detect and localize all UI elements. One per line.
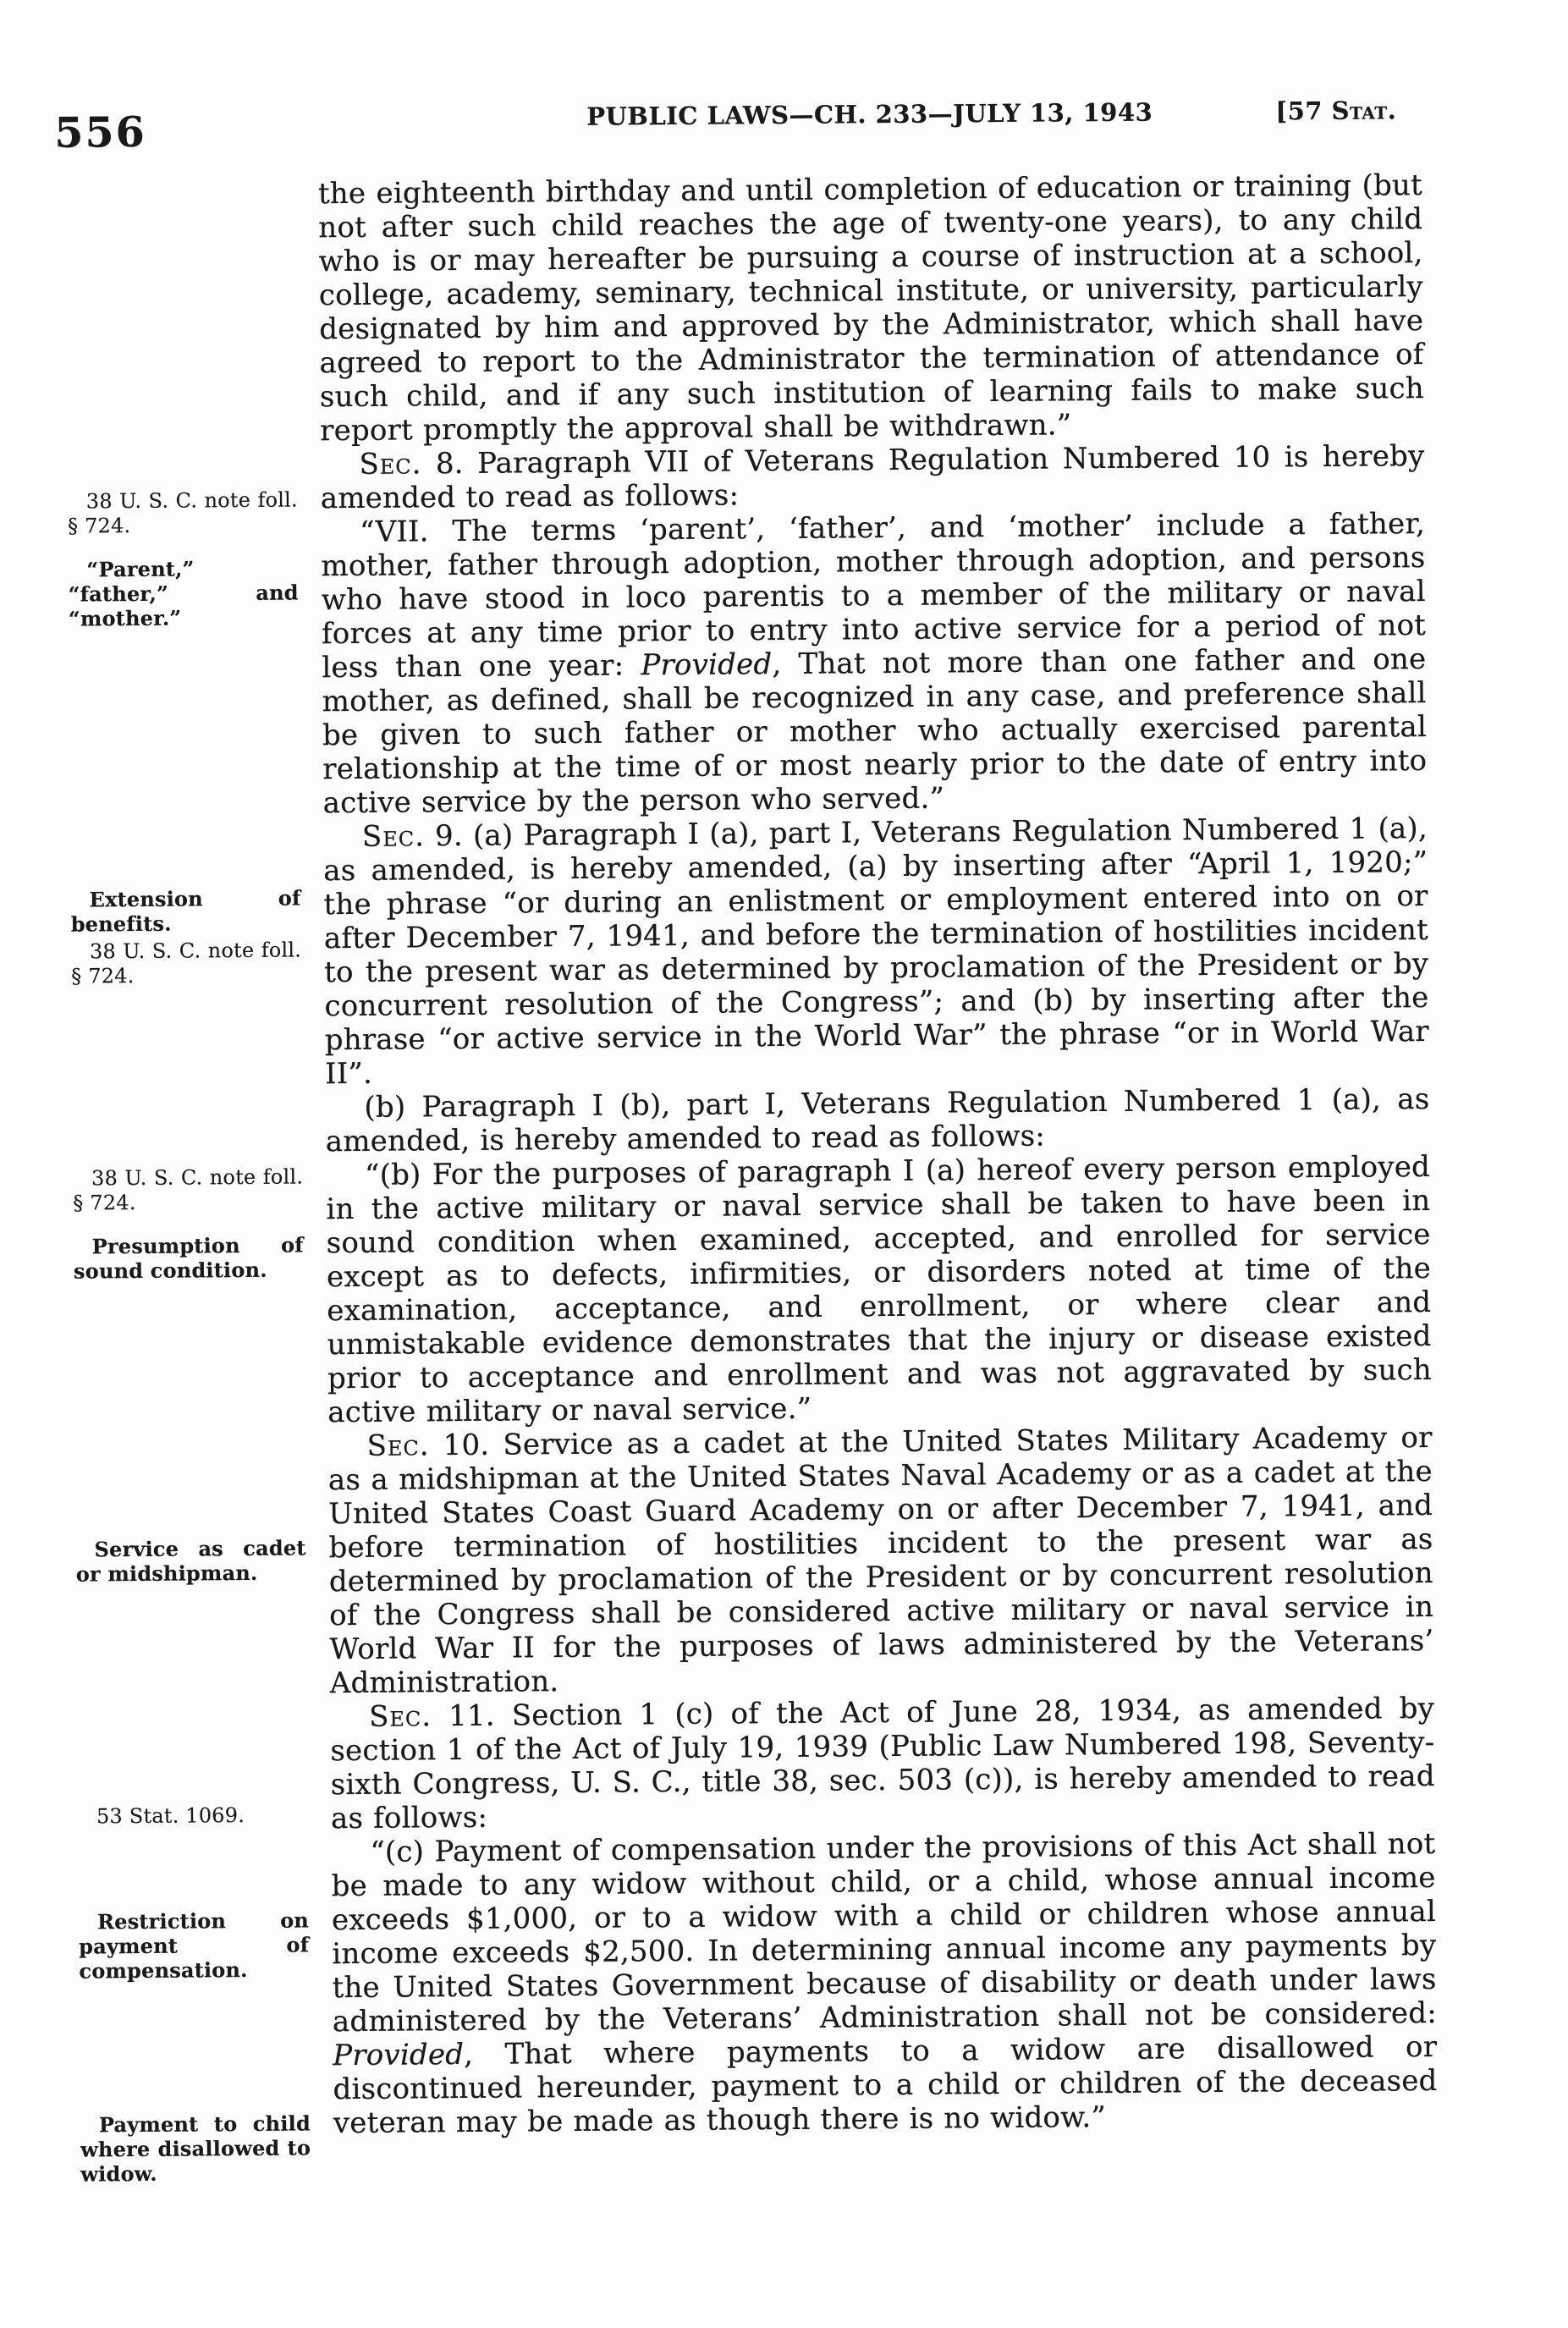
statute-paragraph: Sec. 8. Paragraph VII of Veterans Regulation Numbered 10 is hereby amended to read as follows: bbox=[320, 439, 1425, 516]
statute-paragraph: Sec. 11. Section 1 (c) of the Act of June 28, 1934, as amended by section 1 of the Act of July 19, 1939 (Public Law Numbered 198, Seventy-sixth Congress, U. S. C., title 38, sec. 503 (c)), is hereby amended to read as follows: bbox=[330, 1691, 1435, 1836]
margin-note: Restriction on payment of compensation. bbox=[79, 1907, 310, 1984]
statute-paragraph: (b) Paragraph I (b), part I, Veterans Regulation Numbered 1 (a), as amended, is hereby amended to read as follows: bbox=[325, 1082, 1430, 1159]
margin-note: 38 U. S. C. note foll. § 724. bbox=[71, 938, 302, 988]
statute-paragraph: Sec. 9. (a) Paragraph I (a), part I, Veterans Regulation Numbered 1 (a), as amended, is hereby amended, (a) by inserting after “April 1, 1920;” the phrase “or during an enlistment or employment entered into on or after December 7, 1941, and before the termination of hostilities incident to the present war as determined by proclamation of the President or by concurrent resolution of the Congress”; and (b) by inserting after the phrase “or active service in the World War” the phrase “or in World War II”. bbox=[323, 812, 1429, 1092]
statute-paragraph: “(c) Payment of compensation under the provisions of this Act shall not be made to any widow without child, or a child, whose annual income exceeds $1,000, or to a widow with a child or children whose annual income exceeds $2,500. In determining annual income any payments by the United States Government because of disability or death under laws administered by the Veterans’ Administration shall not be considered: Provided, That where payments to a widow are disallowed or discontinued hereunder, payment to a child or children of the deceased veteran may be made as though there is no widow.” bbox=[331, 1826, 1438, 2141]
margin-note: “Parent,” “father,” and “mother.” bbox=[68, 556, 299, 631]
running-header-title: PUBLIC LAWS—CH. 233—JULY 13, 1943 bbox=[586, 97, 1153, 131]
margin-note: Service as cadet or midshipman. bbox=[75, 1535, 306, 1587]
page-number: 556 bbox=[54, 107, 146, 157]
margin-note: 38 U. S. C. note foll. § 724. bbox=[73, 1164, 304, 1215]
margin-note: 38 U. S. C. note foll. § 724. bbox=[67, 487, 298, 538]
margin-note: Presumption of sound condition. bbox=[73, 1232, 304, 1284]
statute-paragraph: the eighteenth birthday and until completion of education or training (but not after such child reaches the age of twenty-one years), to any child who is or may hereafter be pursuing a course of instruction at a school, college, academy, seminary, technical institute, or university, particularly designated by him and approved by the Administrator, which shall have agreed to report to the Administrator the termination of attendance of such child, and if any such institution of learning fails to make such report promptly the approval shall be withdrawn.” bbox=[317, 168, 1424, 449]
statute-paragraph: “(b) For the purposes of paragraph I (a) hereof every person employed in the active military or naval service shall be taken to have been in sound condition when examined, accepted, and enrolled for service except as to defects, infirmities, or disorders noted at time of the examination, acceptance, and enrollment, or where clear and unmistakable evidence demonstrates that the injury or disease existed prior to acceptance and enrollment and was not aggravated by such active military or naval service.” bbox=[326, 1150, 1433, 1430]
statute-paragraph: Sec. 10. Service as a cadet at the United States Military Academy or as a midshipman at the United States Naval Academy or as a cadet at the United States Coast Guard Academy on or after December 7, 1941, and before termination of hostilities incident to the present war as determined by proclamation of the President or by concurrent resolution of the Congress shall be considered active military or naval service in World War II for the purposes of laws administered by the Veterans’ Administration. bbox=[327, 1420, 1434, 1701]
margin-note: 53 Stat. 1069. bbox=[96, 1803, 245, 1829]
statute-paragraph: “VII. The terms ‘parent’, ‘father’, and ‘mother’ include a father, mother, father through adoption, mother through adoption, and persons who have stood in loco parentis to a member of the military or naval forces at any time prior to entry into active service for a period of not less than one year: Provided, That not more than one father and one mother, as defined, shall be recognized in any case, and preference shall be given to such father or mother who actually exercised parental relationship at the time of or most nearly prior to the date of entry into active service by the person who served.” bbox=[321, 507, 1428, 821]
body-column bbox=[318, 168, 1438, 2140]
margin-note: Payment to child where disallowed to widow. bbox=[80, 2111, 311, 2187]
margin-note: Extension of benefits. bbox=[70, 885, 301, 937]
statute-volume-reference: [57 Stat. bbox=[1275, 96, 1397, 126]
